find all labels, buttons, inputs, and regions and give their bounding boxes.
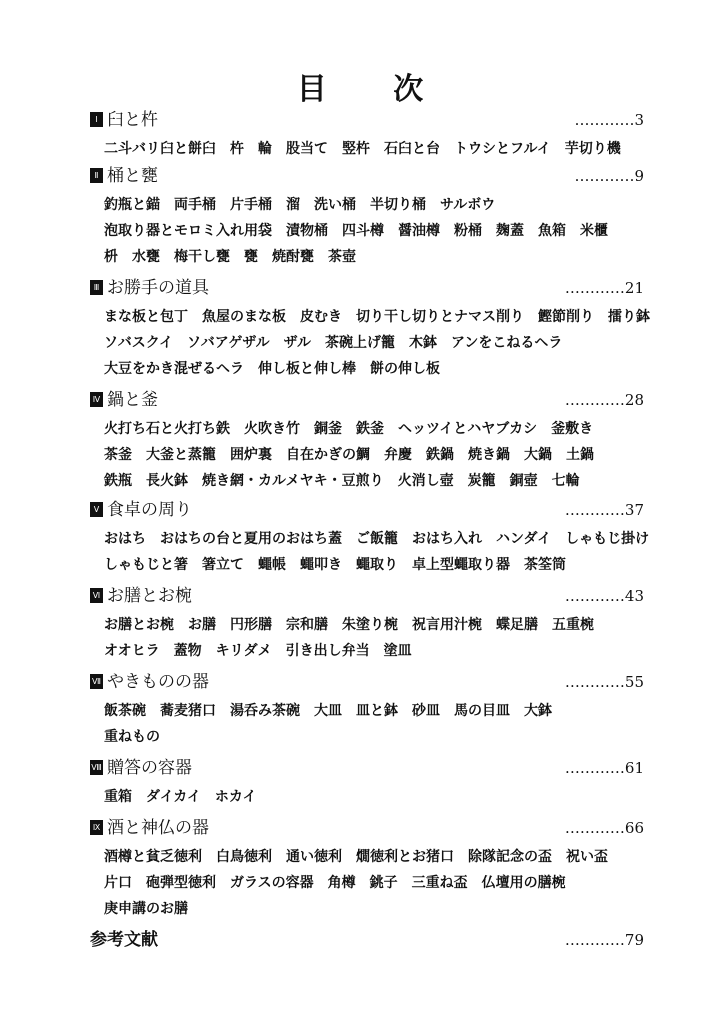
toc-item: 仏壇用の膳椀 (481, 875, 566, 891)
section-number-badge: Ⅲ (90, 280, 103, 295)
toc-item: 焼き鍋 (468, 447, 510, 463)
toc-item: 溜 (286, 197, 300, 213)
toc-item: キリダメ (215, 643, 272, 659)
toc-item: 引き出し弁当 (285, 643, 370, 659)
toc-item: 通い徳利 (286, 849, 342, 865)
toc-item: 鰹節削り (538, 309, 594, 325)
toc-item: 銅釜 (314, 421, 342, 437)
item-line (90, 330, 644, 356)
toc-item: 馬の目皿 (454, 703, 510, 719)
toc-item: 祝言用汁椀 (412, 617, 482, 633)
item-line (90, 698, 644, 724)
toc-item: まな板と包丁 (104, 309, 188, 325)
toc-section (90, 584, 644, 664)
toc-item: 大釜と蒸籠 (146, 447, 216, 463)
section-title: 贈答の容器 (107, 758, 192, 778)
section-heading (90, 498, 644, 524)
item-line (90, 896, 644, 922)
toc-item: 二斗バリ臼と餅臼 (104, 141, 216, 157)
section-page-leader: …………55 (564, 673, 644, 691)
item-line (90, 244, 644, 270)
section-number-badge: Ⅷ (90, 760, 103, 775)
item-line (90, 416, 644, 442)
toc-item: 杵 (230, 141, 244, 157)
toc-item: 火打ち石と火打ち鉄 (104, 421, 230, 437)
toc-item: アンをこねるヘラ (450, 335, 563, 351)
section-title: お勝手の道具 (107, 278, 209, 298)
toc-item: 銚子 (369, 875, 398, 891)
toc-item: 釣瓶と錨 (104, 197, 160, 213)
section-title: 酒と神仏の器 (107, 818, 209, 838)
toc-item: 茶壺 (328, 249, 356, 265)
toc-item: サルボウ (440, 197, 496, 213)
toc-item: 焼酎甕 (272, 249, 314, 265)
section-number-badge: Ⅰ (90, 112, 103, 127)
references-page-leader: …………79 (564, 931, 644, 949)
section-heading (90, 164, 644, 190)
toc-item: 重箱 (104, 789, 132, 805)
toc-item: 火消し壺 (397, 473, 454, 489)
section-heading (90, 108, 644, 134)
toc-item: 麹蓋 (496, 223, 524, 239)
section-number-badge: Ⅵ (90, 588, 103, 603)
toc-item: 重ねもの (104, 729, 160, 745)
item-line (90, 136, 644, 162)
toc-item: 魚屋のまな板 (202, 309, 286, 325)
toc-item: 両手桶 (174, 197, 216, 213)
section-number-badge: Ⅴ (90, 502, 103, 517)
toc-item: 石臼と台 (384, 141, 440, 157)
toc-section (90, 388, 644, 494)
section-page-leader: …………37 (564, 501, 644, 519)
section-title: 食卓の周り (107, 500, 192, 520)
section-items (90, 784, 644, 810)
toc-item: 片口 (104, 875, 132, 891)
toc-item: オオヒラ (104, 643, 160, 659)
toc-item: 七輪 (551, 473, 580, 489)
toc-item: 自在かぎの鯛 (286, 447, 370, 463)
toc-item: ホカイ (214, 789, 257, 805)
toc-item: 土鍋 (566, 447, 594, 463)
toc-item: 伸し板と伸し棒 (258, 361, 356, 377)
toc-section (90, 276, 650, 382)
toc-item: ハンダイ (496, 531, 552, 547)
toc-item: 蠅帳 (258, 557, 286, 573)
toc-item: 角樽 (327, 875, 356, 891)
toc-item: ザル (283, 335, 311, 351)
toc-section (90, 756, 644, 810)
section-items (90, 304, 650, 382)
section-title: やきものの器 (107, 672, 209, 692)
toc-item: 大鉢 (524, 703, 552, 719)
toc-item: 宗和膳 (286, 617, 328, 633)
section-heading (90, 670, 644, 696)
toc-item: 竪杵 (342, 141, 370, 157)
section-items (90, 612, 644, 664)
toc-item: おはち入れ (412, 531, 482, 547)
toc-item: 餅の伸し板 (370, 361, 440, 377)
references-title: 参考文献 (90, 930, 158, 950)
toc-item: 蓋物 (173, 643, 202, 659)
toc-item: 円形膳 (230, 617, 272, 633)
toc-item: 米櫃 (580, 223, 608, 239)
toc-item: 蝶足膳 (496, 617, 538, 633)
toc-item: 弁慶 (384, 447, 412, 463)
item-line (90, 552, 644, 578)
item-line (90, 844, 644, 870)
toc-item: 卓上型蠅取り器 (412, 557, 510, 573)
section-page-leader: …………3 (574, 111, 644, 129)
toc-item: 木鉢 (408, 335, 437, 351)
toc-item: 釜敷き (551, 421, 594, 437)
toc-item: ヘッツイとハヤブカシ (398, 421, 538, 437)
toc-item: 塗皿 (383, 643, 412, 659)
item-line (90, 638, 644, 664)
toc-item: ガラスの容器 (230, 875, 314, 891)
toc-item: ご飯籠 (356, 531, 398, 547)
toc-item: 半切り桶 (370, 197, 426, 213)
item-line (90, 442, 644, 468)
section-title: 臼と杵 (107, 110, 158, 130)
toc-item: 湯呑み茶碗 (230, 703, 300, 719)
toc-item: お膳 (188, 617, 216, 633)
toc-item: 大皿 (314, 703, 342, 719)
toc-item: 囲炉裏 (230, 447, 272, 463)
item-line (90, 356, 644, 382)
toc-item: ソバアゲザル (187, 335, 270, 351)
toc-item: 箸立て (202, 557, 244, 573)
section-items (90, 192, 644, 270)
toc-item: 輪 (258, 141, 272, 157)
toc-item: 皿と鉢 (356, 703, 398, 719)
toc-item: 火吹き竹 (244, 421, 300, 437)
section-heading (90, 584, 644, 610)
toc-item: 四斗樽 (342, 223, 384, 239)
section-page-leader: …………61 (564, 759, 644, 777)
toc-item: 茶碗上げ籠 (324, 335, 395, 351)
toc-item: 片手桶 (230, 197, 272, 213)
section-heading (90, 756, 644, 782)
toc-item: ダイカイ (146, 789, 201, 805)
item-line (90, 192, 644, 218)
section-title: お膳とお椀 (107, 586, 192, 606)
toc-item: ソバスクイ (104, 335, 174, 351)
toc-item: 魚箱 (538, 223, 566, 239)
section-items (90, 416, 644, 494)
section-title: 桶と甕 (107, 166, 158, 186)
toc-item: 枡 (104, 249, 118, 265)
section-heading (90, 388, 644, 414)
toc-item: 股当て (286, 141, 328, 157)
toc-item: お膳とお椀 (104, 617, 174, 633)
toc-item: 擂り鉢 (608, 309, 650, 325)
item-line (90, 724, 644, 750)
toc-item: トウシとフルイ (454, 141, 551, 157)
toc-item: 粉桶 (454, 223, 482, 239)
section-page-leader: …………43 (564, 587, 644, 605)
toc-item: 皮むき (300, 309, 342, 325)
toc-item: 洗い桶 (314, 197, 356, 213)
section-number-badge: Ⅸ (90, 820, 103, 835)
references-entry (90, 928, 644, 954)
toc-item: 水甕 (132, 249, 160, 265)
toc-item: 祝い盃 (566, 849, 608, 865)
section-items (90, 136, 644, 162)
toc-section (90, 670, 644, 750)
toc-item: 白鳥徳利 (216, 849, 272, 865)
toc-item: 甕 (244, 249, 258, 265)
toc-item: 長火鉢 (146, 473, 188, 489)
toc-item: おはち (104, 531, 146, 547)
toc-item: 蠅叩き (300, 557, 342, 573)
toc-item: 焼き網・カルメヤキ・豆煎り (202, 473, 384, 489)
section-page-leader: …………9 (574, 167, 644, 185)
toc-item: 除隊記念の盃 (468, 849, 552, 865)
toc-item: 蠅取り (356, 557, 398, 573)
toc-item: 蕎麦猪口 (160, 703, 216, 719)
toc-item: 銅壺 (509, 473, 538, 489)
toc-item: 酒樽と貧乏徳利 (104, 849, 202, 865)
toc-item: しゃもじ掛け (565, 531, 650, 547)
toc-section (90, 108, 644, 162)
section-heading (90, 816, 644, 842)
toc-item: 梅干し甕 (174, 249, 230, 265)
toc-item: 漬物桶 (286, 223, 328, 239)
toc-item: 鉄釜 (356, 421, 384, 437)
toc-item: 朱塗り椀 (342, 617, 398, 633)
toc-item: 鉄瓶 (104, 473, 132, 489)
toc-item: 泡取り器とモロミ入れ用袋 (104, 223, 272, 239)
toc-item: 砂皿 (412, 703, 440, 719)
item-line (90, 526, 650, 552)
toc-item: 大鍋 (524, 447, 552, 463)
item-line (90, 870, 644, 896)
toc-item: 庚申講のお膳 (104, 901, 188, 917)
toc-item: 茶釜 (104, 447, 132, 463)
section-title: 鍋と釜 (107, 390, 158, 410)
toc-section (90, 816, 644, 922)
toc-item: 芋切り機 (564, 141, 621, 157)
toc-item: 大豆をかき混ぜるヘラ (104, 361, 244, 377)
section-page-leader: …………21 (564, 279, 644, 297)
section-items (90, 844, 644, 922)
toc-item: 切り干し切りとナマス削り (356, 309, 524, 325)
item-line (90, 784, 644, 810)
toc-item: 砲弾型徳利 (146, 875, 216, 891)
toc-item: 燗徳利とお猪口 (356, 849, 454, 865)
section-page-leader: …………28 (564, 391, 644, 409)
section-items (90, 698, 644, 750)
toc-item: 五重椀 (552, 617, 594, 633)
toc-item: しゃもじと箸 (104, 557, 188, 573)
section-number-badge: Ⅳ (90, 392, 103, 407)
toc-item: 茶筌筒 (524, 557, 566, 573)
section-heading (90, 276, 644, 302)
page-title: 目 次 (296, 72, 452, 107)
toc-item: おはちの台と夏用のおはち蓋 (160, 531, 342, 547)
section-page-leader: …………66 (564, 819, 644, 837)
item-line (90, 218, 644, 244)
item-line (90, 468, 644, 494)
section-number-badge: Ⅶ (90, 674, 103, 689)
item-line (90, 304, 650, 330)
toc-item: 飯茶碗 (104, 703, 146, 719)
toc-item: 鉄鍋 (426, 447, 454, 463)
toc-section (90, 498, 650, 578)
toc-item: 醤油樽 (398, 223, 440, 239)
section-items (90, 526, 650, 578)
section-number-badge: Ⅱ (90, 168, 103, 183)
toc-section (90, 164, 644, 270)
toc-item: 三重ね盃 (411, 875, 468, 891)
toc-item: 炭籠 (467, 473, 496, 489)
item-line (90, 612, 644, 638)
